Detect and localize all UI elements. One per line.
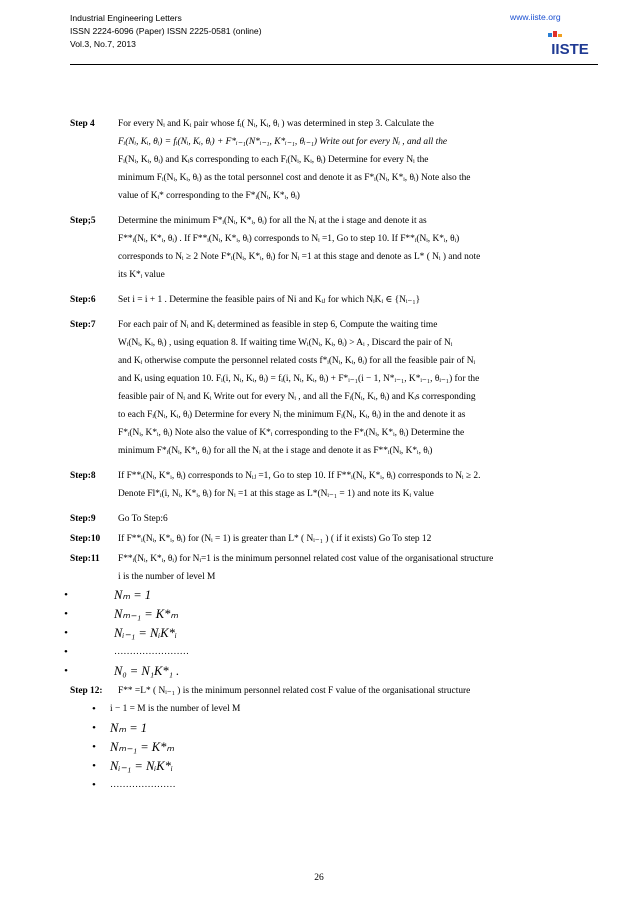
list-item: • N₀ = N₁K*₁ . — [70, 662, 594, 681]
step-10-text: If F**ᵢ(Nᵢ, K*ᵢ, θᵢ) for (Nᵢ = 1) is greater than L* ( Nᵢ₋₁ ) ( if it exists) Go To step 12 — [118, 534, 432, 544]
step-4-line-3: Fᵢ(Nᵢ, Kᵢ, θᵢ) and Kᵢs corresponding to each Fᵢ(Nᵢ, Kᵢ, θᵢ) Determine for every Nᵢ the — [118, 155, 429, 165]
list-item: • Nₘ₋₁ = K*ₘ — [70, 605, 594, 624]
step-12 — [70, 685, 594, 698]
step-7-line-6: to each Fᵢ(Nᵢ, Kᵢ, θᵢ) Determine for every Nᵢ the minimum Fᵢ(Nᵢ, Kᵢ, θᵢ) in the and denote it as — [118, 410, 466, 420]
step-12-text: F** =L* ( Nᵢ₋₁ ) is the minimum personnel related cost F value of the organisational structure — [118, 686, 471, 696]
step-7 — [70, 319, 594, 463]
step-5-line-4: its K*ᵢ value — [118, 270, 165, 280]
step-9 — [70, 513, 594, 526]
step-7-label: Step:7 — [70, 320, 96, 330]
journal-volume: Vol.3, No.7, 2013 — [70, 39, 136, 49]
list-item: • Nₘ₋₁ = K*ₘ — [70, 738, 594, 757]
logo-text: IISTE — [551, 41, 589, 58]
step-5-line-1: Determine the minimum F*ᵢ(Nᵢ, K*ᵢ, θᵢ) for all the Nᵢ at the i stage and denote it as — [118, 216, 427, 226]
page-number: 26 — [314, 873, 324, 883]
step-10-label: Step:10 — [70, 534, 101, 544]
step-7-line-1: For each pair of Nᵢ and Kᵢ determined as feasible in step 6, Compute the waiting time — [118, 320, 438, 330]
step-4-line-2: Fᵢ(Nᵢ, Kᵢ, θᵢ) = fᵢ(Nᵢ, Kᵢ, θᵢ) + F*ᵢ₋₁(N*ᵢ₋₁, K*ᵢ₋₁, θᵢ₋₁) Write out for every Nᵢ , and all the — [118, 137, 448, 147]
step-9-label: Step:9 — [70, 514, 96, 524]
step-7-line-7: F*ᵢ(Nᵢ, K*ᵢ, θᵢ) Note also the value of K*ᵢ corresponding to the F*ᵢ(Nᵢ, K*ᵢ, θᵢ) Determine the — [118, 428, 465, 438]
list-item: • i − 1 = M is the number of level M — [70, 700, 594, 719]
step-4-line-1: For every Nᵢ and Kᵢ pair whose fᵢ( Nᵢ, Kᵢ, θᵢ ) was determined in step 3. Calculate the — [118, 119, 434, 129]
list-item: • Nᵢ₋₁ = NᵢK*ᵢ — [70, 624, 594, 643]
step-6 — [70, 294, 594, 312]
step-7-line-3: and Kᵢ otherwise compute the personnel related costs f*ᵢ(Nᵢ, Kᵢ, θᵢ) for all the feasible pair of Nᵢ — [118, 356, 476, 366]
step-11-sub: i is the number of level M — [118, 572, 216, 582]
step-7-line-8: minimum F*ᵢ(Nᵢ, K*ᵢ, θᵢ) for all the Nᵢ at the i stage and denote it as F**ᵢ(Nᵢ, K*ᵢ, θᵢ) — [118, 446, 433, 456]
list-item: • Nₘ = 1 — [70, 586, 594, 605]
iiste-logo — [540, 30, 600, 60]
journal-url-link[interactable]: www.iiste.org — [510, 12, 561, 22]
step-4 — [70, 118, 594, 208]
step-8-label: Step:8 — [70, 471, 96, 481]
step-5-label: Step;5 — [70, 216, 96, 226]
step-6-label: Step:6 — [70, 295, 96, 305]
step-7-line-5: feasible pair of Nᵢ and Kᵢ Write out for every Nᵢ , and all the Fᵢ(Nᵢ, Kᵢ, θᵢ) and Kᵢs corresponding — [118, 392, 476, 402]
list-item: • Nᵢ₋₁ = NᵢK*ᵢ — [70, 757, 594, 776]
step-5-line-3: corresponds to Nᵢ ≥ 2 Note F*ᵢ(Nᵢ, K*ᵢ, θᵢ) for Nᵢ =1 at this stage and denote as L* ( Nᵢ ) and note — [118, 252, 481, 262]
step-5-line-2: F**ᵢ(Nᵢ, K*ᵢ, θᵢ) . If F**ᵢ(Nᵢ, K*ᵢ, θᵢ) corresponds to Nᵢ =1, Go to step 10. If F**ᵢ(Nᵢ, K*ᵢ, θᵢ) — [118, 234, 460, 244]
step-9-text: Go To Step:6 — [118, 514, 168, 524]
list-item: • …………………… — [70, 643, 594, 662]
step-8-line-1: If F**ᵢ(Nᵢ, K*ᵢ, θᵢ) corresponds to Nᵢⱼ =1, Go to step 10. If F**ᵢ(Nᵢ, K*ᵢ, θᵢ) corresponds to Nᵢ ≥ 2. — [118, 471, 481, 481]
step-11-bullets — [70, 586, 594, 681]
step-6-text: Set i = i + 1 . Determine the feasible pairs of Ni and Kᵢⱼ for which NᵢKᵢ ∈ {Nᵢ₋₁} — [118, 295, 421, 305]
step-4-line-5: value of Kᵢ* corresponding to the F*ᵢ(Nᵢ, K*ᵢ, θᵢ) — [118, 191, 300, 201]
step-8 — [70, 470, 594, 506]
step-11-text: F**ᵢ(Nᵢ, K*ᵢ, θᵢ) for Nᵢ=1 is the minimum personnel related cost value of the organisational structure — [118, 554, 494, 564]
algorithm-steps — [70, 118, 594, 799]
step-7-line-2: Wᵢ(Nᵢ, Kᵢ, θᵢ) , using equation 8. If waiting time Wᵢ(Nᵢ, Kᵢ, θᵢ) > Aᵢ , Discard the pair of Nᵢ — [118, 338, 453, 348]
step-7-line-4: and Kᵢ using equation 10. Fᵢ(i, Nᵢ, Kᵢ, θᵢ) = fᵢ(i, Nᵢ, Kᵢ, θᵢ) + F*ᵢ₋₁(i − 1, N*ᵢ₋₁, K*ᵢ₋₁, θᵢ₋₁) for the — [118, 374, 480, 384]
step-11 — [70, 553, 594, 584]
list-item: • ………………… — [70, 776, 594, 795]
step-11-label: Step:11 — [70, 554, 100, 564]
step-12-bullets — [70, 700, 594, 795]
journal-title: Industrial Engineering Letters — [70, 13, 182, 23]
step-4-line-4: minimum Fᵢ(Nᵢ, Kᵢ, θᵢ) as the total personnel cost and denote it as F*ᵢ(Nᵢ, K*ᵢ, θᵢ) Note also the — [118, 173, 471, 183]
step-8-line-2: Denote Fl*ᵢ(i, Nᵢ, K*ᵢ, θᵢ) for Nᵢ =1 at this stage as L*(Nᵢ₋₁ = 1) and note its Kᵢ value — [118, 489, 434, 499]
header-rule — [70, 64, 598, 65]
list-item: • Nₘ = 1 — [70, 719, 594, 738]
step-4-label: Step 4 — [70, 119, 95, 129]
step-12-label: Step 12: — [70, 686, 103, 696]
journal-issn: ISSN 2224-6096 (Paper) ISSN 2225-0581 (online) — [70, 26, 262, 36]
step-10 — [70, 533, 594, 546]
step-5 — [70, 215, 594, 287]
